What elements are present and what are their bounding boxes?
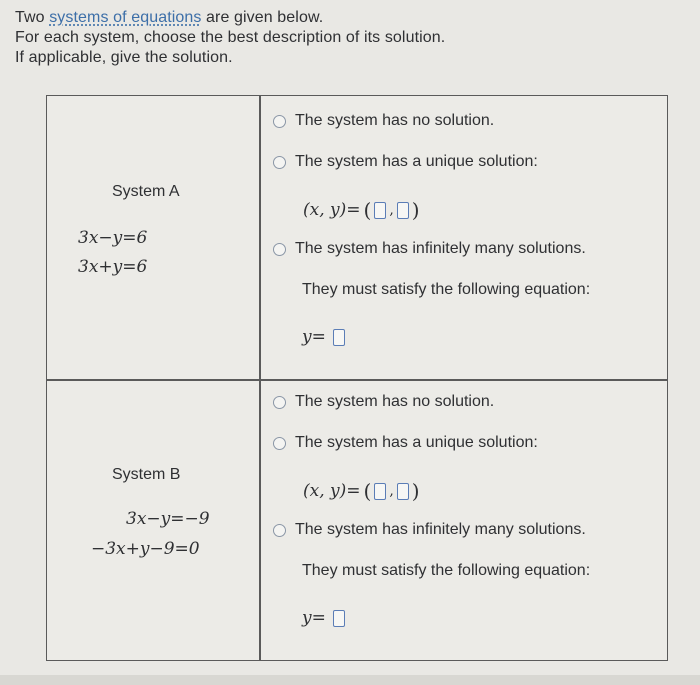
- system-b-equation-1: 3x−y=−9: [126, 509, 210, 529]
- option-label: The system has a unique solution:: [295, 153, 538, 170]
- system-b-option-unique-solution[interactable]: [273, 434, 538, 452]
- bottom-bar: [0, 675, 700, 685]
- system-b-option-no-solution[interactable]: [273, 393, 494, 411]
- radio-button-icon[interactable]: [273, 243, 286, 256]
- system-a-label: System A: [112, 183, 180, 200]
- y-label: y=: [302, 327, 326, 347]
- system-b-y-equation: [302, 608, 345, 628]
- radio-button-icon[interactable]: [273, 115, 286, 128]
- system-a-y-equation: [302, 327, 345, 347]
- system-a-x-input[interactable]: [374, 202, 386, 219]
- system-b-x-input[interactable]: [374, 483, 386, 500]
- system-b-equation-2: −3x+y−9=0: [91, 539, 200, 559]
- option-label: The system has a unique solution:: [295, 434, 538, 451]
- system-b-xy-answer: [303, 479, 420, 503]
- option-label: The system has infinitely many solutions.: [295, 521, 586, 538]
- instructions: [15, 8, 445, 68]
- instructions-line-1: [15, 8, 445, 28]
- system-a-option-no-solution[interactable]: [273, 112, 494, 130]
- xy-label: (x, y)=: [303, 200, 361, 220]
- system-a-must-satisfy-text: They must satisfy the following equation:: [302, 281, 591, 298]
- system-a-xy-answer: [303, 198, 420, 222]
- open-paren: (: [363, 198, 372, 222]
- open-paren: (: [363, 479, 372, 503]
- system-b-y-input[interactable]: [397, 483, 409, 500]
- system-b-option-infinite-solutions[interactable]: [273, 521, 586, 539]
- instructions-text: are given below.: [201, 9, 324, 26]
- system-b-must-satisfy-text: They must satisfy the following equation:: [302, 562, 591, 579]
- radio-button-icon[interactable]: [273, 396, 286, 409]
- system-b-label: System B: [112, 466, 181, 483]
- y-label: y=: [302, 608, 326, 628]
- system-a-option-unique-solution[interactable]: [273, 153, 538, 171]
- option-label: The system has no solution.: [295, 393, 495, 410]
- radio-button-icon[interactable]: [273, 437, 286, 450]
- row-divider: [47, 379, 667, 381]
- system-b-y-equation-input[interactable]: [333, 610, 345, 627]
- close-paren: ): [411, 198, 420, 222]
- system-a-option-infinite-solutions[interactable]: [273, 240, 586, 258]
- close-paren: ): [411, 479, 420, 503]
- system-a-y-equation-input[interactable]: [333, 329, 345, 346]
- radio-button-icon[interactable]: [273, 524, 286, 537]
- column-divider: [259, 96, 261, 660]
- systems-table: [46, 95, 668, 661]
- systems-of-equations-link[interactable]: systems of equations: [49, 9, 202, 26]
- instructions-line-3: If applicable, give the solution.: [15, 49, 233, 66]
- comma: ,: [389, 483, 394, 499]
- system-a-y-input[interactable]: [397, 202, 409, 219]
- radio-button-icon[interactable]: [273, 156, 286, 169]
- instructions-text: Two: [15, 9, 50, 26]
- xy-label: (x, y)=: [303, 481, 361, 501]
- option-label: The system has infinitely many solutions.: [295, 240, 586, 257]
- system-a-equation-2: 3x+y=6: [78, 257, 148, 277]
- option-label: The system has no solution.: [295, 112, 495, 129]
- instructions-line-2: For each system, choose the best description of its solution.: [15, 29, 446, 46]
- system-a-equation-1: 3x−y=6: [78, 228, 148, 248]
- comma: ,: [389, 202, 394, 218]
